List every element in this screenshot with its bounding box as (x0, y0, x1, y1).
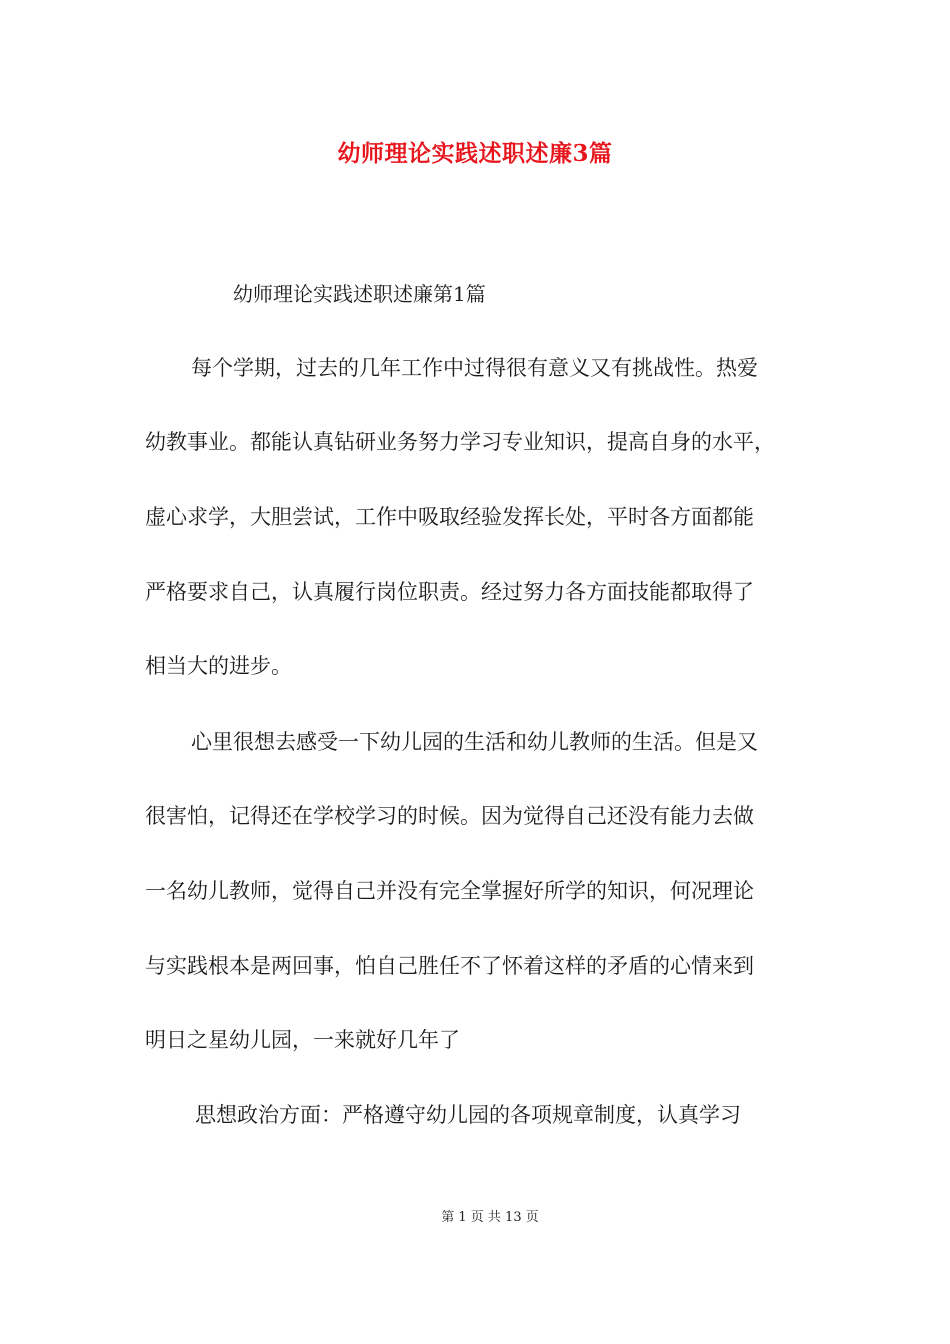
paragraph-line: 心里很想去感受一下幼儿园的生活和幼儿教师的生活。但是又 (191, 730, 758, 754)
paragraph-line: 每个学期，过去的几年工作中过得很有意义又有挑战性。热爱 (191, 356, 758, 380)
paragraph-line: 相当大的进步。 (145, 654, 292, 678)
paragraph-line: 与实践根本是两回事，怕自己胜任不了怀着这样的矛盾的心情来到 (145, 954, 754, 978)
paragraph-line: 虚心求学，大胆尝试，工作中吸取经验发挥长处，平时各方面都能 (145, 505, 754, 529)
paragraph-line: 幼教事业。都能认真钻研业务努力学习专业知识，提高自身的水平， (145, 430, 775, 454)
page-footer: 第 1 页 共 13 页 (441, 1210, 539, 1225)
paragraph-line: 思想政治方面：严格遵守幼儿园的各项规章制度，认真学习 (195, 1103, 741, 1127)
paragraph-line: 严格要求自己，认真履行岗位职责。经过努力各方面技能都取得了 (145, 580, 754, 604)
section-subtitle: 幼师理论实践述职述廉第1篇 (233, 282, 486, 306)
paragraph-line: 明日之星幼儿园，一来就好几年了 (145, 1028, 460, 1052)
paragraph-line: 一名幼儿教师，觉得自己并没有完全掌握好所学的知识，何况理论 (145, 879, 754, 903)
document-title: 幼师理论实践述职述廉3篇 (337, 140, 613, 167)
paragraph-line: 很害怕，记得还在学校学习的时候。因为觉得自己还没有能力去做 (145, 804, 754, 828)
